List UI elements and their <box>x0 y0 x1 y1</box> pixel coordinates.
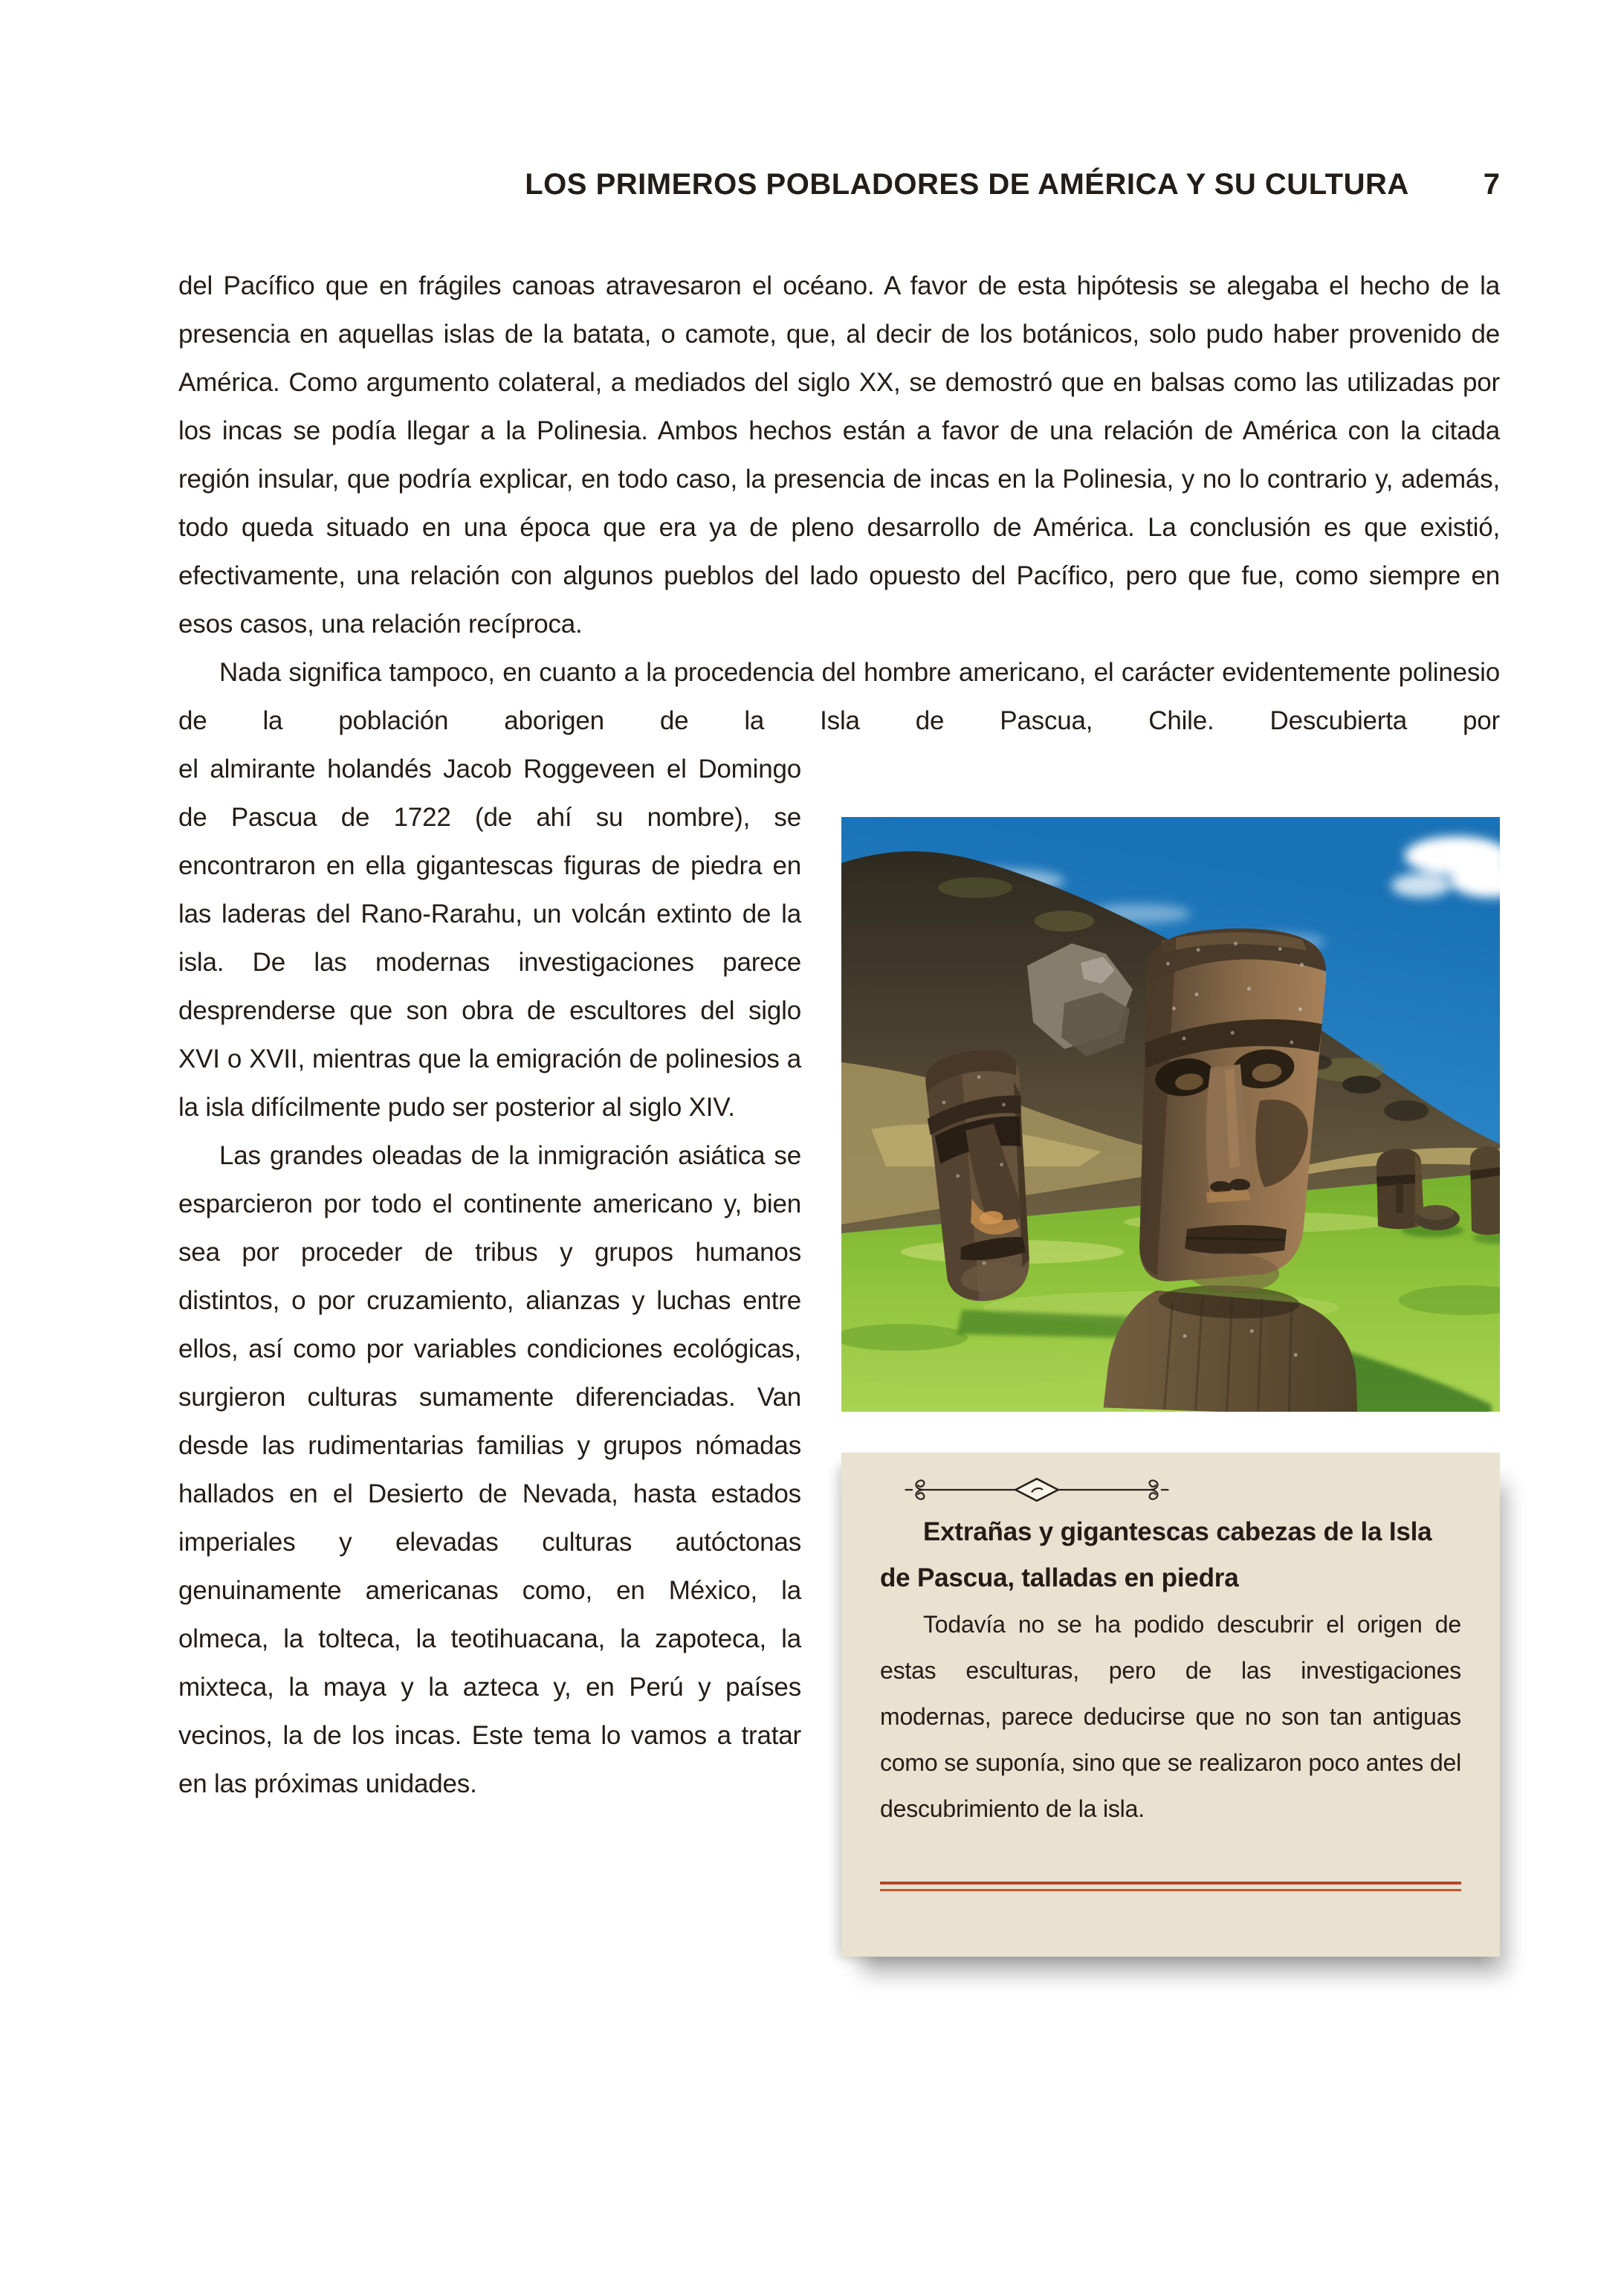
moai-photo <box>841 817 1500 1412</box>
paragraph-3: Las grandes oleadas de la inmigración asiática se esparcieron por todo el continente americano y, bien sea por proceder de tribus y grupos humanos distintos, o por cruzamiento, alianzas y luchas entre ellos, así como por variables condiciones ecológicas, surgieron culturas sumamente diferenciadas. Van desde las rudimentarias familias y grupos nómadas hallados en el Desierto de Nevada, hasta estados imperiales y elevadas culturas autóctonas genuinamente americanas como, en México, la olmeca, la tolteca, la teotihuacana, la zapoteca, la mixteca, la maya y la azteca y, en Perú y países vecinos, la de los incas. Este tema lo vamos a tratar en las próximas unidades. <box>178 1141 801 1798</box>
left-text-column <box>178 745 801 1808</box>
page-header <box>178 168 1500 201</box>
page-number: 7 <box>1483 168 1500 201</box>
moai-photo-illustration <box>841 817 1500 1412</box>
running-head: LOS PRIMEROS POBLADORES DE AMÉRICA Y SU CULTURA <box>525 168 1409 201</box>
divider-ornament-icon <box>884 1472 1189 1502</box>
caption-box <box>841 1453 1500 1957</box>
paragraph-2-rest: el almirante holandés Jacob Roggeveen el Domingo de Pascua de 1722 (de ahí su nombre), se encontraron en ella gigantescas figuras de piedra en las laderas del Rano-Rarahu, un volcán extinto de la isla. De las modernas investigaciones parece desprenderse que son obra de escultores del siglo XVI o XVII, mientras que la emigración de polinesios a la isla difícilmente pudo ser posterior al siglo XIV. <box>178 755 801 1122</box>
article-body <box>178 262 1500 1957</box>
double-rule <box>880 1882 1461 1891</box>
paragraph-1: del Pacífico que en frágiles canoas atravesaron el océano. A favor de esta hipótesis se alegaba el hecho de la presencia en aquellas islas de la batata, o camote, que, al decir de los botánicos, solo pudo haber provenido de América. Como argumento colateral, a mediados del siglo XX, se demostró que en balsas como las utilizadas por los incas se podía llegar a la Polinesia. Ambos hechos están a favor de una relación de América con la citada región insular, que podría explicar, en todo caso, la presencia de incas en la Polinesia, y no lo contrario y, además, todo queda situado en una época que era ya de pleno desarrollo de América. La conclusión es que existió, efectivamente, una relación con algunos pueblos del lado opuesto del Pacífico, pero que fue, como siempre en esos casos, una relación recíproca. <box>178 271 1500 639</box>
caption-title: Extrañas y gigantescas cabezas de la Isla de Pascua, talladas en piedra <box>880 1517 1432 1592</box>
figure-rail <box>841 745 1500 1957</box>
caption-body: Todavía no se ha podido descubrir el origen de estas esculturas, pero de las investigaciones modernas, parece deducirse que no son tan antiguas como se suponía, sino que se realizaron poco antes del descubrimiento de la isla. <box>880 1611 1461 1822</box>
paragraph-2-intro: Nada significa tampoco, en cuanto a la procedencia del hombre americano, el carácter evidentemente polinesio de la población aborigen de la Isla de Pascua, Chile. Descubierta por <box>178 658 1500 735</box>
text-and-figure-row <box>178 745 1500 1957</box>
